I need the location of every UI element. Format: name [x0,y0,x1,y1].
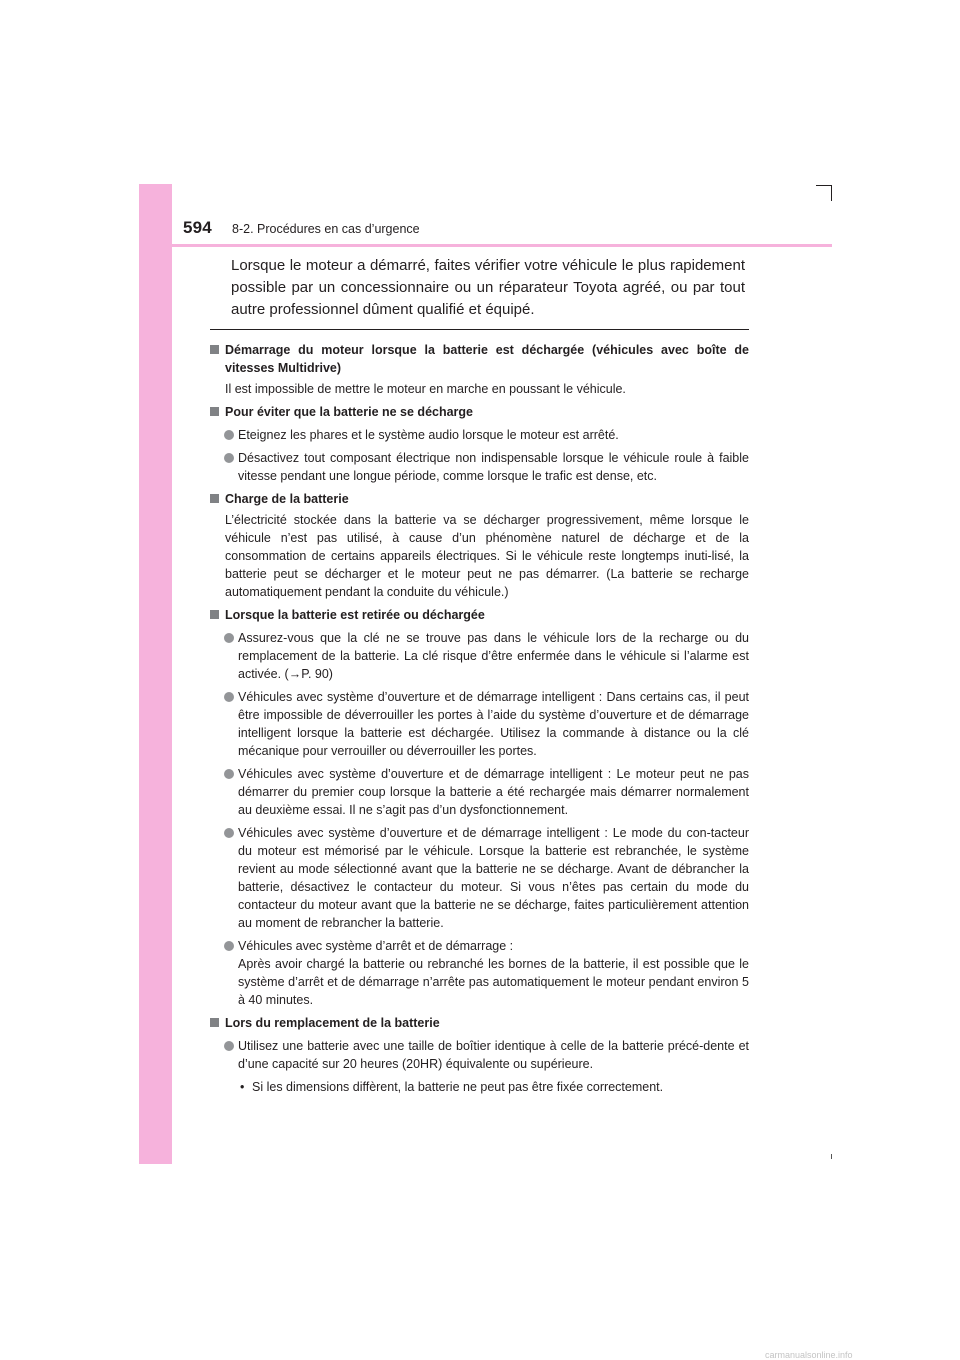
margin-tab-strip [139,184,172,1164]
list-item-text: Véhicules avec système d’ouverture et de démarrage intelligent : Le mode du con-tacteur du moteur est mémorisé par le véhicule. Lorsque la batterie est rebranchée, le système revient au mode sélectionné avant que la batterie ne se décharge. Avant de débrancher la batterie, désactivez le contacteur du moteur. Si vous n’êtes pas certain du mode du contacteur du moteur avant que la batterie ne se décharge, faites particulièrement attention au moment de rebrancher la batterie. [238,826,749,930]
heading-text: Lors du remplacement de la batterie [225,1016,440,1030]
heading-jump-start [210,341,749,377]
paragraph: Il est impossible de mettre le moteur en marche en poussant le véhicule. [225,382,626,396]
square-bullet-icon [210,407,219,416]
circle-bullet-icon [224,692,234,702]
heading-text: Démarrage du moteur lorsque la batterie est déchargée (véhicules avec boîte de vitesses Multidrive) [225,343,749,375]
section-title: 8-2. Procédures en cas d’urgence [232,222,420,236]
list-item-text: Véhicules avec système d’ouverture et de démarrage intelligent : Le moteur peut ne pas démarrer du premier coup lorsque la batterie a été rechargée mais démarrer normalement au deuxième essai. Il ne s’agit pas d’un dysfonctionnement. [238,767,749,817]
heading-text: Pour éviter que la batterie ne se décharge [225,405,474,419]
caution-text: Lorsque le moteur a démarré, faites vérifier votre véhicule le plus rapidement possible par un concessionnaire ou un réparateur Toyota agréé, ou par tout autre professionnel dûment qualifié et équipé. [231,257,745,318]
list-item [210,629,749,683]
page-number: 594 [183,218,212,237]
heading-text: Lorsque la batterie est retirée ou déchargée [225,608,485,622]
heading-battery-charge [210,490,749,508]
crop-mark [816,185,832,186]
paragraph: L’électricité stockée dans la batterie va se décharger progressivement, même lorsque le véhicule n’est pas utilisé, à cause d’un phénomène naturel de décharge et de la consommation de certains appareils électriques. Si le véhicule reste longtemps inuti-lisé, la batterie peut se décharger et le moteur peut ne pas démarrer. (La batterie se recharge automatiquement pendant la conduite du véhicule.) [225,513,749,599]
list-item-text: Désactivez tout composant électrique non indispensable lorsque le véhicule roule à faible vitesse pendant une longue période, comme lorsque le trafic est dense, etc. [238,451,749,483]
list-item-text: Assurez-vous que la clé ne se trouve pas dans le véhicule lors de la recharge ou du remplacement de la batterie. La clé risque d’être enfermée dans le véhicule si l’alarme est activée. (→P. 90) [238,631,749,681]
list-item [210,449,749,485]
list-item [210,426,749,444]
list-item-text: Utilisez une batterie avec une taille de boîtier identique à celle de la batterie précé-dente et d’une capacité sur 20 heures (20HR) équivalente ou supérieure. [238,1039,749,1071]
square-bullet-icon [210,345,219,354]
circle-bullet-icon [224,1041,234,1051]
square-bullet-icon [210,610,219,619]
sub-bullet-marker: • [240,1080,245,1094]
heading-prevent-discharge [210,403,749,421]
list-item [210,688,749,760]
circle-bullet-icon [224,769,234,779]
square-bullet-icon [210,1018,219,1027]
list-item [210,1037,749,1073]
trim-tick [831,1154,832,1159]
header-rule [139,244,832,247]
list-item-text: Véhicules avec système d’arrêt et de démarrage : [238,939,514,953]
crop-mark-vertical [831,185,832,201]
watermark-text: carmanualsonline.info [765,1350,853,1360]
heading-battery-removed [210,606,749,624]
list-item [210,937,749,1009]
separator-rule [210,329,749,330]
list-item-text: Véhicules avec système d’ouverture et de démarrage intelligent : Dans certains cas, il peut être impossible de déverrouiller les portes à l’aide du système d’ouverture et de démarrage intelligent lorsque la batterie est déchargée. Utilisez la commande à distance ou la clé mécanique pour verrouiller ou déverrouiller les portes. [238,690,749,758]
circle-bullet-icon [224,633,234,643]
sub-list-item [210,1078,749,1096]
list-item [210,824,749,932]
square-bullet-icon [210,494,219,503]
sub-list-item-text: Si les dimensions diffèrent, la batterie ne peut pas être fixée correctement. [252,1080,664,1094]
circle-bullet-icon [224,453,234,463]
circle-bullet-icon [224,941,234,951]
list-item-text: Eteignez les phares et le système audio lorsque le moteur est arrêté. [238,428,619,442]
circle-bullet-icon [224,430,234,440]
circle-bullet-icon [224,828,234,838]
list-item [210,765,749,819]
heading-text: Charge de la batterie [225,492,349,506]
notes-content [210,341,749,1096]
heading-battery-replacement [210,1014,749,1032]
list-item-text: Après avoir chargé la batterie ou rebranché les bornes de la batterie, il est possible que le système d’arrêt et de démarrage n’arrête pas automatiquement le moteur pendant environ 5 à 40 minutes. [238,957,749,1007]
